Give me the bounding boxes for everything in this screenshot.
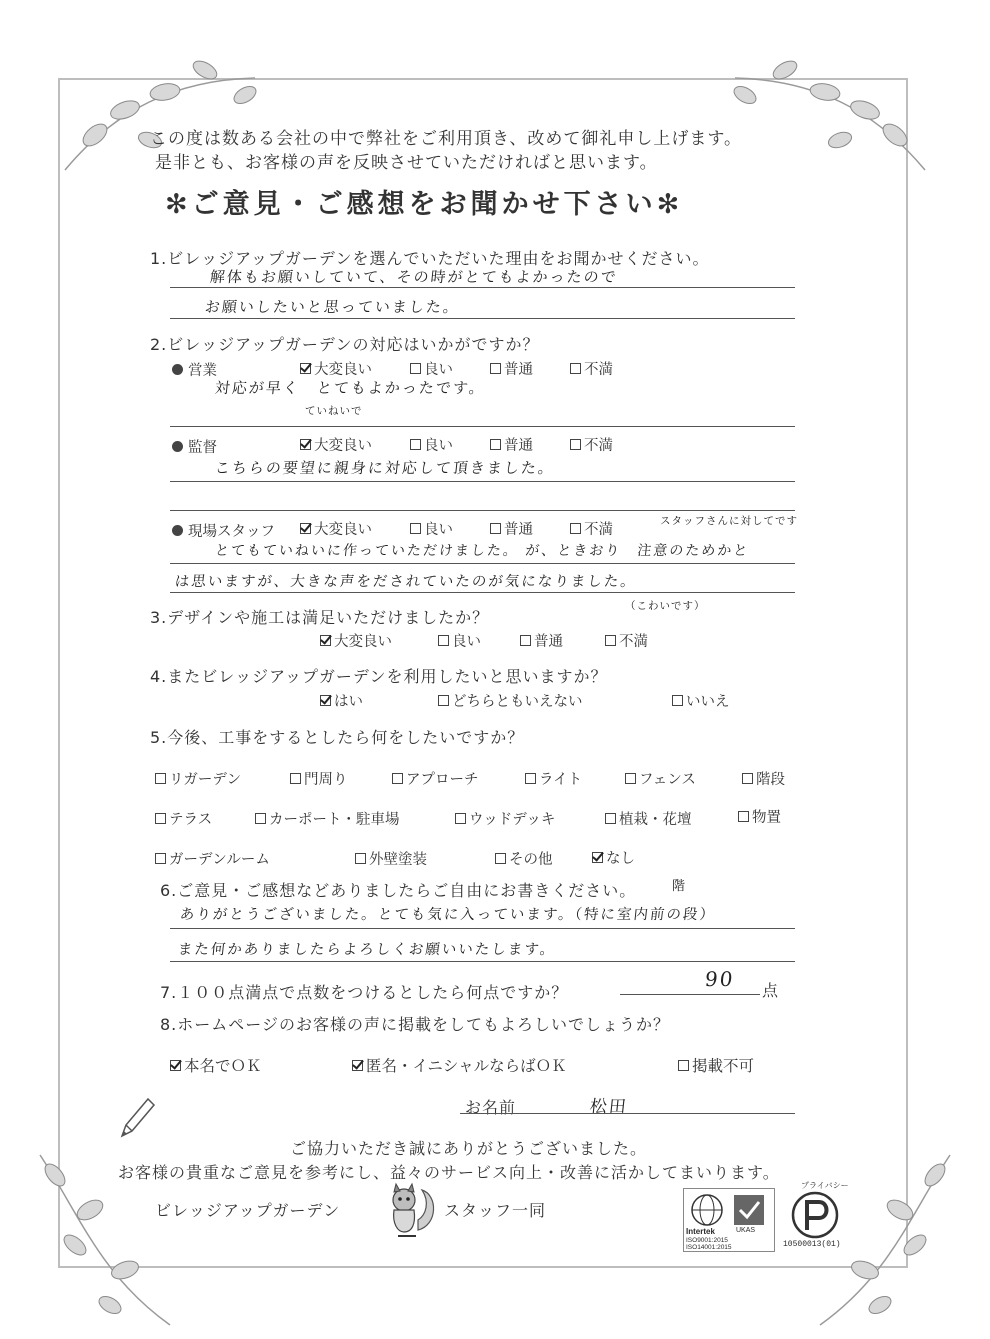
checkbox-checked-icon <box>320 635 331 646</box>
checkbox-icon <box>392 773 403 784</box>
title-star-left: ✻ <box>165 189 192 220</box>
checkbox-icon <box>490 523 501 534</box>
name-label: お名前 <box>465 1098 517 1117</box>
checkbox-icon <box>605 813 616 824</box>
page-title <box>165 182 683 221</box>
bullet-icon <box>172 525 183 536</box>
q4-option-2[interactable]: どちらともいえない <box>438 690 583 711</box>
squirrel-mascot-icon <box>380 1180 440 1240</box>
q6-answer-line-2: また何かありましたらよろしくお願いいたします。 <box>177 942 558 958</box>
footer-thanks: ご協力いただき誠にありがとうございました。 <box>290 1139 648 1158</box>
q2-staff-note-bottom: （こわいです） <box>625 600 706 612</box>
checkbox-icon <box>410 363 421 374</box>
checkbox-checked-icon <box>300 439 311 450</box>
q2-supervisor-option-3[interactable]: 普通 <box>490 434 533 455</box>
checkbox-checked-icon <box>320 695 331 706</box>
q8-option-anonymous[interactable]: 匿名・イニシャルならばＯＫ <box>352 1054 567 1076</box>
checkbox-checked-icon <box>300 363 311 374</box>
q1-answer-line-2: お願いしたいと思っていました。 <box>204 298 461 316</box>
q2-sales-option-4[interactable]: 不満 <box>570 358 613 379</box>
q3-option-4[interactable]: 不満 <box>605 630 648 651</box>
q5-option-wood-deck[interactable]: ウッドデッキ <box>455 808 555 829</box>
q5-option-carport[interactable]: カーポート・駐車場 <box>255 808 400 829</box>
iso-9001-label: ISO9001:2015 <box>686 1237 728 1244</box>
privacy-number: 10500013(01) <box>783 1240 841 1249</box>
checkbox-icon <box>742 773 753 784</box>
checkbox-icon <box>155 853 166 864</box>
footer-staff: スタッフ一同 <box>444 1201 547 1220</box>
q5-option-terrace[interactable]: テラス <box>155 808 212 829</box>
answer-line <box>170 318 795 319</box>
footer-message: お客様の貴重なご意見を参考にし、益々のサービス向上・改善に活かしてまいります。 <box>118 1163 780 1182</box>
question-3: 3.デザインや施工は満足いただけましたか？ <box>150 608 490 627</box>
q2-staff-note-top: スタッフさんに対してです <box>660 515 798 527</box>
q3-option-2[interactable]: 良い <box>438 630 481 651</box>
checkbox-icon <box>525 773 536 784</box>
q2-sales-option-2[interactable]: 良い <box>410 358 453 379</box>
q3-option-3[interactable]: 普通 <box>520 630 563 651</box>
q8-option-not-allowed[interactable]: 掲載不可 <box>678 1054 754 1076</box>
q5-option-exterior-paint[interactable]: 外壁塗装 <box>355 848 427 869</box>
bullet-icon <box>172 441 183 452</box>
q2-supervisor-label: 監督 <box>172 436 217 457</box>
checkbox-icon <box>410 523 421 534</box>
q2-staff-option-3[interactable]: 普通 <box>490 518 533 539</box>
checkbox-icon <box>290 773 301 784</box>
title-text: ご意見・ご感想をお聞かせ下さい <box>191 189 657 220</box>
q1-answer-line-1: 解体もお願いしていて、その時がとてもよかったので <box>209 268 619 286</box>
q7-score-unit: 点 <box>762 981 780 1000</box>
question-8: 8.ホームページのお客様の声に掲載をしてもよろしいでしょうか？ <box>160 1015 670 1034</box>
checkbox-icon <box>625 773 636 784</box>
checkbox-icon <box>255 813 266 824</box>
checkbox-icon <box>155 813 166 824</box>
q2-supervisor-option-4[interactable]: 不満 <box>570 434 613 455</box>
globe-icon <box>690 1193 724 1227</box>
checkbox-checked-icon <box>170 1060 181 1071</box>
q5-option-gate[interactable]: 門周り <box>290 768 348 789</box>
answer-line <box>170 426 795 427</box>
answer-line <box>170 928 795 929</box>
q5-option-fence[interactable]: フェンス <box>625 768 696 789</box>
q5-option-none[interactable]: なし <box>592 847 635 868</box>
q5-option-approach[interactable]: アプローチ <box>392 768 479 789</box>
privacy-mark-icon <box>789 1190 841 1240</box>
checkbox-icon <box>490 439 501 450</box>
answer-line <box>170 563 795 564</box>
question-6: 6.ご意見・ご感想などありましたらご自由にお書きください。 <box>160 881 637 900</box>
q2-staff-option-1[interactable]: 大変良い <box>300 518 372 539</box>
q3-option-1[interactable]: 大変良い <box>320 630 392 651</box>
q5-option-stairs[interactable]: 階段 <box>742 768 785 789</box>
question-5: 5.今後、工事をするとしたら何をしたいですか？ <box>150 728 525 747</box>
q5-option-garden-room[interactable]: ガーデンルーム <box>155 848 270 869</box>
checkbox-icon <box>520 635 531 646</box>
checkbox-icon <box>438 695 449 706</box>
answer-line <box>170 481 795 482</box>
question-7: 7.１００点満点で点数をつけるとしたら何点ですか？ <box>160 983 569 1002</box>
q6-insert: 階 <box>672 879 687 894</box>
checkbox-icon <box>570 439 581 450</box>
intertek-label: Intertek <box>686 1227 715 1236</box>
q8-option-real-name[interactable]: 本名でＯＫ <box>170 1054 262 1076</box>
intro-line-2: 是非とも、お客様の声を反映させていただければと思います。 <box>155 153 658 173</box>
q5-option-light[interactable]: ライト <box>525 768 582 789</box>
bullet-icon <box>172 364 183 375</box>
footer-company: ビレッジアップガーデン <box>155 1201 341 1220</box>
crown-check-icon <box>732 1193 766 1227</box>
q2-supervisor-option-2[interactable]: 良い <box>410 434 453 455</box>
q5-option-other[interactable]: その他 <box>495 848 553 869</box>
q2-supervisor-option-1[interactable]: 大変良い <box>300 434 372 455</box>
checkbox-checked-icon <box>592 852 603 863</box>
checkbox-icon <box>570 363 581 374</box>
checkbox-icon <box>738 811 749 822</box>
checkbox-checked-icon <box>352 1060 363 1071</box>
q2-staff-label: 現場スタッフ <box>172 520 275 541</box>
q2-staff-option-4[interactable]: 不満 <box>570 518 613 539</box>
name-line <box>460 1113 795 1114</box>
q2-sales-label: 営業 <box>172 359 217 380</box>
q5-option-regarden[interactable]: リガーデン <box>155 768 241 789</box>
q2-supervisor-comment: こちらの要望に親身に対応して頂きました。 <box>214 459 556 477</box>
checkbox-icon <box>570 523 581 534</box>
q5-option-storage[interactable]: 物置 <box>738 806 781 827</box>
q4-option-1[interactable]: はい <box>320 690 363 711</box>
privacy-mark-badge <box>775 1180 855 1252</box>
answer-line <box>170 287 795 288</box>
q2-sales-comment: 対応が早く とてもよかったです。 <box>214 379 487 397</box>
pencil-icon <box>118 1095 158 1140</box>
answer-line <box>170 961 795 962</box>
q2-staff-comment-1: とてもていねいに作っていただけました。 が、ときおり 注意のためかと <box>214 543 751 559</box>
privacy-label: プライバシー <box>801 1181 849 1190</box>
checkbox-icon <box>678 1060 689 1071</box>
checkbox-icon <box>495 853 506 864</box>
checkbox-icon <box>605 635 616 646</box>
q2-sales-insert: ていねいで <box>305 405 363 417</box>
checkbox-icon <box>490 363 501 374</box>
question-1: 1.ビレッジアップガーデンを選んでいただいた理由をお聞かせください。 <box>150 249 710 268</box>
score-line <box>620 994 760 995</box>
checkbox-icon <box>355 853 366 864</box>
q2-sales-option-3[interactable]: 普通 <box>490 358 533 379</box>
checkbox-icon <box>438 635 449 646</box>
question-2: 2.ビレッジアップガーデンの対応はいかがですか？ <box>150 335 540 354</box>
q6-answer-line-1: ありがとうございました。とても気に入っています。（特に室内前の段） <box>179 907 717 923</box>
q2-staff-comment-2: は思いますが、大きな声をだされていたのが気になりました。 <box>174 574 638 590</box>
q7-score: 90 <box>703 967 736 991</box>
iso-certification-badge <box>683 1188 775 1252</box>
q2-staff-option-2[interactable]: 良い <box>410 518 453 539</box>
answer-line <box>170 592 795 593</box>
checkbox-checked-icon <box>300 523 311 534</box>
q5-option-planting[interactable]: 植栽・花壇 <box>605 808 692 829</box>
intro-line-1: この度は数ある会社の中で弊社をご利用頂き、改めて御礼申し上げます。 <box>150 129 742 149</box>
checkbox-icon <box>410 439 421 450</box>
question-4: 4.またビレッジアップガーデンを利用したいと思いますか？ <box>150 667 608 686</box>
name-value: 松田 <box>588 1097 629 1117</box>
checkbox-icon <box>672 695 683 706</box>
ukas-label: UKAS <box>736 1227 756 1234</box>
q4-option-3[interactable]: いいえ <box>672 690 730 711</box>
title-star-right: ✻ <box>656 189 684 220</box>
iso-14001-label: ISO14001:2015 <box>686 1244 732 1251</box>
checkbox-icon <box>455 813 466 824</box>
checkbox-icon <box>155 773 166 784</box>
answer-line <box>170 510 795 511</box>
q2-sales-option-1[interactable]: 大変良い <box>300 358 372 379</box>
